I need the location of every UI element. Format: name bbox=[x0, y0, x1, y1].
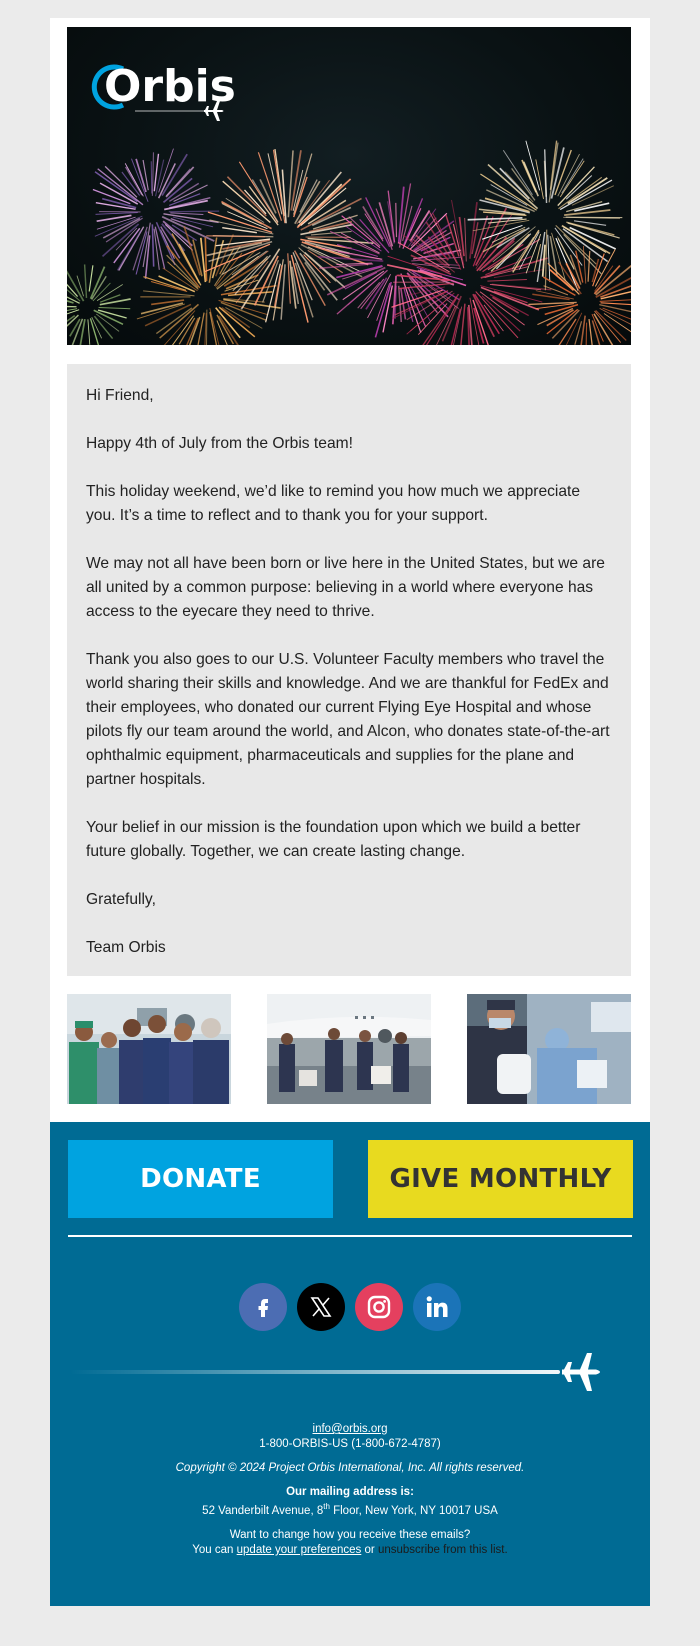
x-icon[interactable] bbox=[297, 1283, 345, 1331]
photo-strip bbox=[67, 994, 631, 1106]
footer-divider bbox=[68, 1235, 632, 1237]
closing: Gratefully, bbox=[86, 891, 156, 908]
donate-button[interactable] bbox=[68, 1140, 333, 1218]
letter-paragraph-2: This holiday weekend, we’d like to remind you how much we appreciate you. It’s a time to reflect and to thank you for your support. bbox=[86, 483, 581, 524]
signature: Team Orbis bbox=[86, 939, 166, 956]
facebook-icon[interactable] bbox=[239, 1283, 287, 1331]
donate-button-label: DONATE bbox=[140, 1164, 261, 1194]
photo-volunteer-team[interactable] bbox=[67, 994, 231, 1104]
mailing-address: 52 Vanderbilt Avenue, 8th Floor, New York, NY 10017 USA bbox=[202, 1502, 498, 1517]
update-preferences-link[interactable]: update your preferences bbox=[236, 1544, 362, 1556]
photo-fedex-crew[interactable] bbox=[267, 994, 431, 1104]
logo-text: Orbis bbox=[104, 61, 236, 112]
unsubscribe-link[interactable]: unsubscribe from this list bbox=[377, 1544, 505, 1556]
email-container bbox=[50, 18, 650, 1606]
footer bbox=[50, 1122, 650, 1606]
letter-paragraph-5: Your belief in our mission is the foundation upon which we build a better future globally. Together, we can create lasting change. bbox=[86, 819, 581, 860]
plane-icon bbox=[562, 1353, 600, 1391]
greeting: Hi Friend, bbox=[86, 387, 154, 404]
linkedin-icon[interactable] bbox=[413, 1283, 461, 1331]
photo-surgery-training[interactable] bbox=[467, 994, 631, 1104]
contact-info bbox=[50, 1422, 650, 1558]
orbis-logo[interactable] bbox=[67, 27, 631, 345]
email-link[interactable]: info@orbis.org bbox=[312, 1423, 388, 1435]
hero-fireworks-image bbox=[67, 27, 631, 345]
plane-trail-graphic bbox=[70, 1347, 610, 1397]
copyright: Copyright © 2024 Project Orbis International, Inc. All rights reserved. bbox=[175, 1462, 525, 1474]
letter-paragraph-4: Thank you also goes to our U.S. Volunteer Faculty members who travel the world sharing their skills and knowledge. And we are thankful for FedEx and their employees, who donated our current Flying Eye Hospital and whose pilots fly our team around the world, and Alcon, who donates state-of-the-art ophthalmic equipment, pharmaceuticals and supplies for the plane and partner hospitals. bbox=[86, 651, 610, 788]
letter-body bbox=[67, 364, 631, 976]
prefs-line: You can update your preferences or unsubscribe from this list. bbox=[192, 1544, 508, 1556]
instagram-icon[interactable] bbox=[355, 1283, 403, 1331]
letter-paragraph-1: Happy 4th of July from the Orbis team! bbox=[86, 435, 353, 452]
mailing-heading: Our mailing address is: bbox=[286, 1486, 414, 1498]
give-monthly-button[interactable] bbox=[368, 1140, 633, 1218]
prefs-question: Want to change how you receive these emails? bbox=[229, 1529, 471, 1541]
letter-paragraph-3: We may not all have been born or live here in the United States, but we are all united by a common purpose: believing in a world where everyone has access to the eyecare they need to thrive. bbox=[86, 555, 605, 620]
phone-number: 1-800-ORBIS-US (1-800-672-4787) bbox=[259, 1438, 441, 1450]
give-monthly-button-label: GIVE MONTHLY bbox=[389, 1164, 612, 1194]
